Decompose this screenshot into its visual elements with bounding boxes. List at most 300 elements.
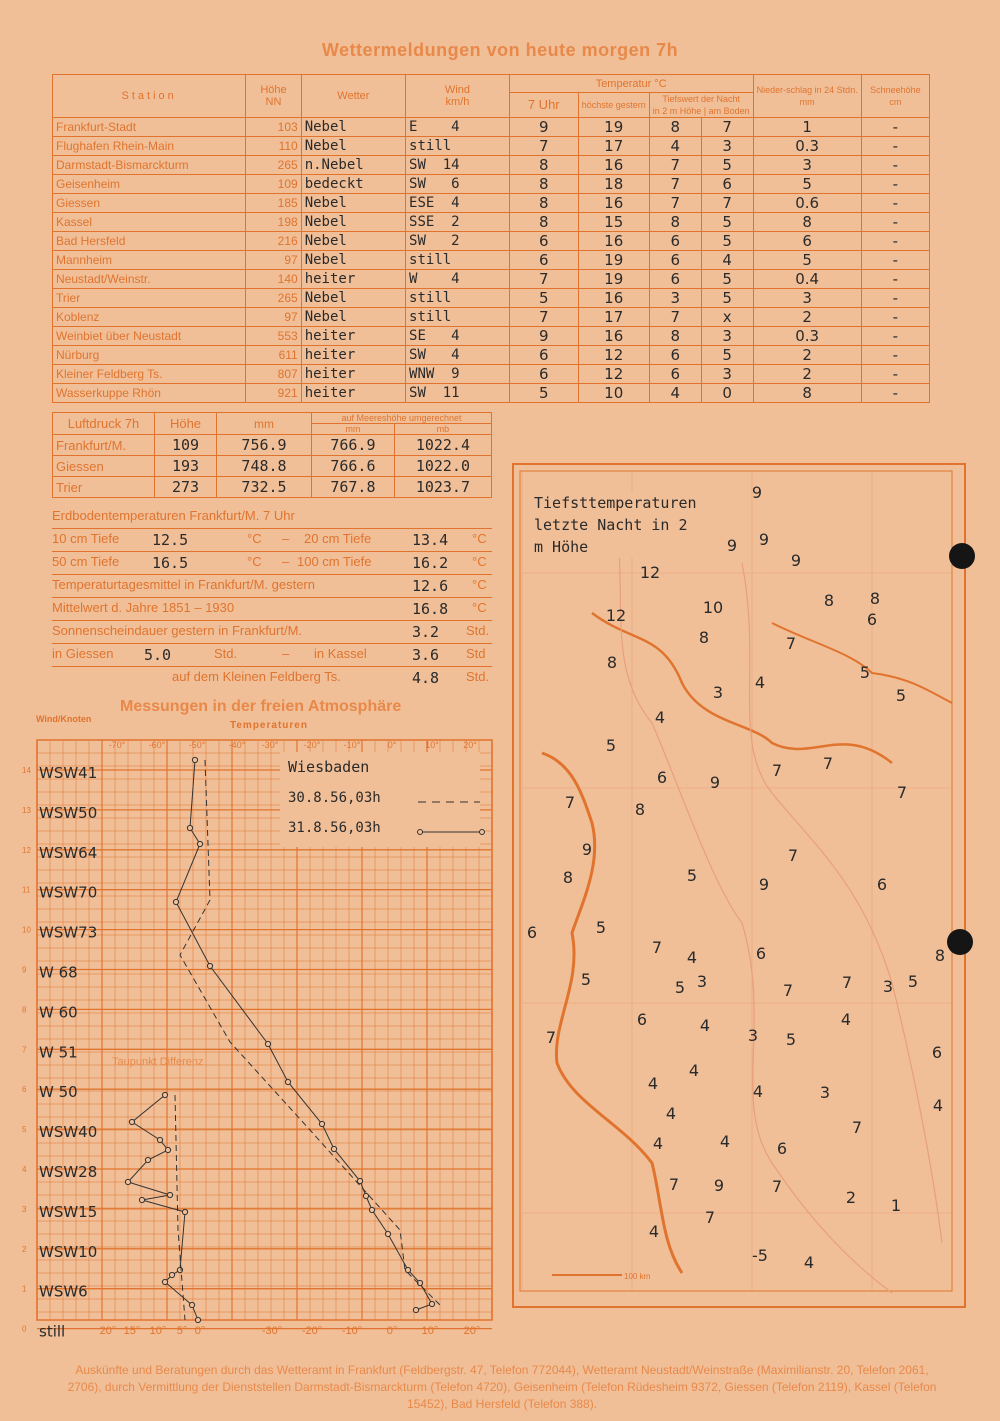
cell-t7: 7 <box>509 270 578 289</box>
soil-d100-value: 16.2 <box>412 554 449 572</box>
wind-label: WSW41 <box>39 764 98 782</box>
dewpoint-point <box>129 1119 134 1124</box>
atmo-title: Messungen in der freien Atmosphäre <box>120 698 402 715</box>
cell-tmin-ground: 6 <box>701 175 753 194</box>
map-temperature-value: 4 <box>719 1132 731 1151</box>
map-temperature-value: 4 <box>840 1010 852 1029</box>
table-row <box>53 384 930 403</box>
map-temperature-value: 8 <box>606 653 618 672</box>
wind-label: W 60 <box>39 1003 78 1022</box>
press-sea-mm: mm <box>312 424 395 435</box>
dewpoint-point <box>162 1279 167 1284</box>
cell-height: 216 <box>246 232 301 251</box>
cell-height: 140 <box>246 270 301 289</box>
cell-weather: heiter <box>301 346 405 365</box>
map-temperature-value: 7 <box>782 981 794 1000</box>
cell-tmin-ground: 5 <box>701 346 753 365</box>
legend-point <box>418 830 423 835</box>
cell-tmin2m: 7 <box>649 175 701 194</box>
map-temperature-value: 4 <box>686 948 698 967</box>
bottom-tick-label: -20° <box>301 1325 323 1337</box>
cell-height: 807 <box>246 365 301 384</box>
map-temperature-value: 4 <box>654 708 666 727</box>
legend-date-solid: 31.8.56,03h <box>288 820 381 836</box>
level-label: 13 <box>22 805 31 815</box>
map-temperature-value: 4 <box>652 1134 664 1153</box>
cell-precip: 5 <box>753 251 861 270</box>
longterm-row <box>52 598 492 621</box>
cell-snow: - <box>861 232 929 251</box>
wind-label: W 50 <box>39 1083 78 1102</box>
cell-precip: 2 <box>753 346 861 365</box>
level-label: 6 <box>22 1085 27 1095</box>
wind-label: WSW70 <box>39 883 98 902</box>
cell-t7: 6 <box>509 251 578 270</box>
table-row <box>53 156 930 175</box>
map-temperature-value: 5 <box>907 972 919 991</box>
top-tick-label: -40° <box>228 740 246 750</box>
map-temperature-value: 4 <box>803 1253 815 1272</box>
wind-label: still <box>39 1322 66 1341</box>
cell-wind: SW 4 <box>406 346 510 365</box>
soil-d50-label: 50 cm Tiefe <box>52 554 120 569</box>
cell-tmin-ground: 3 <box>701 365 753 384</box>
cell-wind: E 4 <box>406 118 510 137</box>
map-temperature-value: 5 <box>605 736 617 755</box>
level-label: 12 <box>22 845 31 855</box>
cell-height: 921 <box>246 384 301 403</box>
map-temperature-value: 9 <box>709 773 721 792</box>
level-label: 8 <box>22 1005 27 1015</box>
soil-unit: °C <box>472 554 487 569</box>
wind-label: W 68 <box>39 963 78 982</box>
cell-tmax: 10 <box>578 384 649 403</box>
cell-t7: 7 <box>509 308 578 327</box>
cell-height: 611 <box>246 346 301 365</box>
cell-tmin2m: 8 <box>649 118 701 137</box>
legend-point <box>480 830 485 835</box>
cell-tmax: 17 <box>578 137 649 156</box>
page-title: Wettermeldungen von heute morgen 7h <box>321 40 679 60</box>
cell-tmin2m: 6 <box>649 365 701 384</box>
cell-weather: bedeckt <box>301 175 405 194</box>
temp-profile-point <box>207 963 212 968</box>
map-temperature-value: 9 <box>758 875 770 894</box>
map-temperature-value: 7 <box>564 793 576 812</box>
temp-profile-point <box>285 1079 290 1084</box>
table-row <box>53 346 930 365</box>
cell-weather: Nebel <box>301 308 405 327</box>
soil-title-row <box>52 506 492 529</box>
cell-wind: W 4 <box>406 270 510 289</box>
wind-label: WSW50 <box>39 803 98 822</box>
bottom-tick-label: -10° <box>341 1325 363 1337</box>
temp-profile-point <box>385 1231 390 1236</box>
press-label: Luftdruck 7h <box>53 413 155 435</box>
cell-wind: SW 6 <box>406 175 510 194</box>
col-t7: 7 Uhr <box>509 93 578 118</box>
map-temperature-value: 7 <box>704 1208 716 1227</box>
wind-label: WSW15 <box>39 1202 98 1221</box>
dewpoint-point <box>125 1179 130 1184</box>
river-line <box>742 563 942 1243</box>
cell-snow: - <box>861 327 929 346</box>
cell-snow: - <box>861 289 929 308</box>
map-temperature-value: 7 <box>668 1175 680 1194</box>
cell-tmin-ground: 5 <box>701 289 753 308</box>
cell-precip: 8 <box>753 213 861 232</box>
cell-weather: Nebel <box>301 213 405 232</box>
map-temperature-value: 3 <box>696 972 708 991</box>
col-tmax: höchste gestern <box>578 93 649 118</box>
sun-dash: – <box>282 646 290 661</box>
dewpoint-point <box>157 1137 162 1142</box>
cell-station: Darmstadt-Bismarckturm <box>53 156 246 175</box>
press-sea-mb: mb <box>394 424 491 435</box>
dewpoint-point <box>182 1209 187 1214</box>
dewpoint-point <box>195 1317 200 1322</box>
bottom-tick-label: 20° <box>99 1325 117 1337</box>
sun-row <box>52 621 492 644</box>
table-row <box>53 194 930 213</box>
cell-t7: 8 <box>509 156 578 175</box>
map-temperature-value: 3 <box>819 1083 831 1102</box>
cell-t7: 8 <box>509 194 578 213</box>
cell-height: 265 <box>246 289 301 308</box>
atmo-wind-label: Wind/Knoten <box>36 714 92 724</box>
map-temperature-value: 8 <box>562 868 574 887</box>
cell-snow: - <box>861 213 929 232</box>
wind-label: WSW73 <box>39 923 98 942</box>
map-frame <box>513 464 965 1307</box>
cell-tmin-ground: 5 <box>701 232 753 251</box>
wind-label: WSW64 <box>39 843 98 862</box>
kassel-unit: Std <box>466 646 486 661</box>
level-label: 11 <box>22 885 31 895</box>
level-label: 2 <box>22 1244 27 1254</box>
cell-precip: 0.4 <box>753 270 861 289</box>
mean-unit: °C <box>472 577 487 592</box>
cell-station: Nürburg <box>53 346 246 365</box>
map-temperature-value: 7 <box>771 761 783 780</box>
cell-tmax: 19 <box>578 270 649 289</box>
map-temperature-value: 4 <box>665 1104 677 1123</box>
table-row <box>53 270 930 289</box>
cell-precip: 2 <box>753 308 861 327</box>
cell-tmax: 19 <box>578 118 649 137</box>
cell-snow: - <box>861 384 929 403</box>
table-row <box>53 456 492 477</box>
map-temperature-value: 7 <box>896 783 908 802</box>
map-temperature-value: 7 <box>851 1118 863 1137</box>
map-temperature-value: 7 <box>841 973 853 992</box>
cell-height: 185 <box>246 194 301 213</box>
sun-unit: Std. <box>466 623 490 638</box>
temp-profile-point <box>331 1146 336 1151</box>
cell-tmax: 19 <box>578 251 649 270</box>
cell-wind: SSE 2 <box>406 213 510 232</box>
top-tick-label: -30° <box>261 740 279 750</box>
cell-tmin2m: 6 <box>649 251 701 270</box>
cell-height: 273 <box>155 477 217 498</box>
table-row <box>53 118 930 137</box>
bottom-tick-label: 20° <box>463 1325 481 1337</box>
soil-unit: °C <box>247 554 262 569</box>
mean-label: Temperaturtagesmittel in Frankfurt/M. gestern <box>52 577 315 592</box>
cell-tmin2m: 6 <box>649 270 701 289</box>
soil-dash: – <box>282 531 290 546</box>
sun-value: 3.2 <box>412 623 440 641</box>
soil-row-2 <box>52 552 492 575</box>
top-tick-label: -10° <box>343 740 361 750</box>
cell-height: 109 <box>155 435 217 456</box>
level-label: 0 <box>22 1324 27 1334</box>
cell-station: Mannheim <box>53 251 246 270</box>
cell-snow: - <box>861 156 929 175</box>
cell-precip: 8 <box>753 384 861 403</box>
cell-tmin-ground: 5 <box>701 156 753 175</box>
cell-precip: 1 <box>753 118 861 137</box>
cell-tmin-ground: x <box>701 308 753 327</box>
map-temperature-value: 7 <box>545 1028 557 1047</box>
soil-d10-value: 12.5 <box>152 531 189 549</box>
cell-tmin2m: 3 <box>649 289 701 308</box>
cell-tmax: 17 <box>578 308 649 327</box>
cell-t7: 7 <box>509 137 578 156</box>
col-wind: Wind km/h <box>406 75 510 118</box>
map-temperature-value: 5 <box>674 978 686 997</box>
bottom-tick-label: 10° <box>421 1325 439 1337</box>
table-row <box>53 365 930 384</box>
feldberg-label: auf dem Kleinen Feldberg Ts. <box>172 669 341 684</box>
cell-weather: Nebel <box>301 251 405 270</box>
temp-profile-point <box>429 1301 434 1306</box>
temp-profile-point <box>197 841 202 846</box>
cell-mm: 748.8 <box>217 456 312 477</box>
map-temperature-value: 6 <box>755 944 767 963</box>
cell-snow: - <box>861 175 929 194</box>
bottom-tick-label: 5° <box>176 1325 188 1337</box>
dewpoint-point <box>169 1272 174 1277</box>
cell-tmax: 16 <box>578 232 649 251</box>
dew-label: Taupunkt Differenz <box>112 1056 204 1068</box>
map-title: Tiefsttemperaturen letzte Nacht in 2 m Höhe <box>534 494 697 556</box>
cell-snow: - <box>861 118 929 137</box>
map-temperature-value: 2 <box>845 1188 857 1207</box>
cell-snow: - <box>861 194 929 213</box>
table-row <box>53 289 930 308</box>
cell-height: 198 <box>246 213 301 232</box>
cell-tmax: 12 <box>578 365 649 384</box>
dewpoint-point <box>177 1267 182 1272</box>
map-temperature-value: 4 <box>648 1222 660 1241</box>
cell-height: 97 <box>246 308 301 327</box>
cell-height: 103 <box>246 118 301 137</box>
cell-tmin-ground: 5 <box>701 270 753 289</box>
cell-station: Frankfurt/M. <box>53 435 155 456</box>
longterm-unit: °C <box>472 600 487 615</box>
cell-tmax: 16 <box>578 156 649 175</box>
temp-profile-point <box>319 1121 324 1126</box>
cell-height: 265 <box>246 156 301 175</box>
cell-snow: - <box>861 137 929 156</box>
cell-wind: still <box>406 289 510 308</box>
map-temperature-value: 10 <box>702 598 724 617</box>
bottom-tick-label: 15° <box>123 1325 141 1337</box>
col-tmin: Tiefswert der Nacht in 2 m Höhe | am Boden <box>649 93 753 118</box>
map-temperature-value: 12 <box>639 563 661 582</box>
cell-weather: Nebel <box>301 137 405 156</box>
cell-precip: 3 <box>753 156 861 175</box>
map-temperature-value: 7 <box>651 938 663 957</box>
cell-tmin2m: 7 <box>649 308 701 327</box>
level-label: 14 <box>22 766 31 775</box>
temp-profile-point <box>405 1267 410 1272</box>
bottom-tick-label: 10° <box>149 1325 167 1337</box>
press-height: Höhe <box>155 413 217 435</box>
map-temperature-value: 7 <box>771 1177 783 1196</box>
wind-label: WSW10 <box>39 1242 98 1261</box>
cell-mm: 732.5 <box>217 477 312 498</box>
map-temperature-value: 5 <box>785 1030 797 1049</box>
soil-unit: °C <box>472 531 487 546</box>
cell-tmin-ground: 7 <box>701 194 753 213</box>
cell-station: Weinbiet über Neustadt <box>53 327 246 346</box>
map-temperature-value: 8 <box>634 800 646 819</box>
atmo-temp-label: Temperaturen <box>230 720 308 731</box>
cell-height: 97 <box>246 251 301 270</box>
press-mm: mm <box>217 413 312 435</box>
cell-t7: 6 <box>509 365 578 384</box>
cell-weather: heiter <box>301 270 405 289</box>
col-precip: Nieder-schlag in 24 Stdn. mm <box>753 75 861 118</box>
footer-text: Auskünfte und Beratungen durch das Wetteramt in Frankfurt (Feldbergstr. 47, Telefon 772044), Wetteramt Neustadt/Weinstraße (Maximilianstr. 20, Telefon 2061, 2706), durch Vermittlung der Dienststellen Darmstadt-Bismarckturm (Telefon 4720), Geisenheim (Telefon Rüdesheim 9372, Giessen (Telefon 2119), Kassel (Telefon 15452), Bad Hersfeld (Telefon 388). <box>67 1363 937 1411</box>
cell-weather: Nebel <box>301 194 405 213</box>
level-label: 7 <box>22 1045 27 1055</box>
map-temperature-value: 8 <box>934 946 946 965</box>
map-temperature-value: 4 <box>699 1016 711 1035</box>
cell-tmin2m: 8 <box>649 213 701 232</box>
map-temperature-value: 7 <box>822 754 834 773</box>
cell-station: Geisenheim <box>53 175 246 194</box>
giessen-unit: Std. <box>214 646 238 661</box>
cell-tmin2m: 4 <box>649 384 701 403</box>
map-temperature-value: 12 <box>605 606 627 625</box>
top-tick-label: -20° <box>303 740 321 750</box>
cell-tmin-ground: 5 <box>701 213 753 232</box>
map-temperature-value: 5 <box>595 918 607 937</box>
temp-profile-point <box>413 1307 418 1312</box>
map-temperature-value: 8 <box>823 591 835 610</box>
level-label: 5 <box>22 1125 27 1135</box>
cell-t7: 8 <box>509 175 578 194</box>
cell-weather: heiter <box>301 384 405 403</box>
top-tick-label: 20° <box>463 740 477 750</box>
temperature-map <box>512 463 967 1308</box>
table-row <box>53 251 930 270</box>
legend-station: Wiesbaden <box>288 758 370 776</box>
cell-tmax: 16 <box>578 327 649 346</box>
mean-value: 12.6 <box>412 577 449 595</box>
cell-tmax: 16 <box>578 194 649 213</box>
cell-tmax: 18 <box>578 175 649 194</box>
col-temperature: Temperatur °C <box>509 75 753 93</box>
table-row <box>53 327 930 346</box>
map-temperature-value: 5 <box>859 663 871 682</box>
cell-snow: - <box>861 270 929 289</box>
punch-hole <box>947 929 973 955</box>
soil-d10-label: 10 cm Tiefe <box>52 531 120 546</box>
cell-mm: 756.9 <box>217 435 312 456</box>
map-temperature-value: -5 <box>752 1246 768 1265</box>
table-row <box>53 477 492 498</box>
cell-height: 109 <box>246 175 301 194</box>
map-temperature-value: 9 <box>726 536 738 555</box>
soil-d50-value: 16.5 <box>152 554 189 572</box>
cell-precip: 0.6 <box>753 194 861 213</box>
cell-station: Koblenz <box>53 308 246 327</box>
cell-tmin-ground: 3 <box>701 327 753 346</box>
cell-station: Kassel <box>53 213 246 232</box>
dewpoint-point <box>165 1147 170 1152</box>
map-temperature-value: 5 <box>686 866 698 885</box>
map-temperature-value: 3 <box>712 683 724 702</box>
longterm-value: 16.8 <box>412 600 449 618</box>
map-temperature-value: 9 <box>713 1176 725 1195</box>
cell-station: Trier <box>53 289 246 308</box>
cell-tmin2m: 7 <box>649 194 701 213</box>
cell-station: Bad Hersfeld <box>53 232 246 251</box>
cell-precip: 2 <box>753 365 861 384</box>
top-tick-label: 10° <box>425 740 439 750</box>
top-tick-label: 0° <box>387 740 397 750</box>
level-label: 1 <box>22 1284 27 1294</box>
cell-wind: SE 4 <box>406 327 510 346</box>
cell-sea-mm: 767.8 <box>312 477 395 498</box>
cell-snow: - <box>861 346 929 365</box>
border-line <box>592 613 892 763</box>
border-line <box>542 753 682 1273</box>
map-temperature-value: 6 <box>776 1139 788 1158</box>
soil-dash: – <box>282 554 290 569</box>
temp-profile-point <box>187 825 192 830</box>
level-label: 9 <box>22 965 27 975</box>
cell-wind: WNW 9 <box>406 365 510 384</box>
map-temperature-value: 6 <box>526 923 538 942</box>
map-temperature-value: 6 <box>931 1043 943 1062</box>
table-row <box>53 137 930 156</box>
press-sea: auf Meereshöhe umgerechnet <box>312 413 492 424</box>
table-row <box>53 308 930 327</box>
map-temperature-value: 7 <box>787 846 799 865</box>
cell-tmin2m: 7 <box>649 156 701 175</box>
soil-title: Erdbodentemperaturen Frankfurt/M. 7 Uhr <box>52 508 295 523</box>
soil-d20-label: 20 cm Tiefe <box>304 531 372 546</box>
soil-d20-value: 13.4 <box>412 531 449 549</box>
cell-tmin2m: 6 <box>649 346 701 365</box>
map-temperature-value: 3 <box>882 977 894 996</box>
cell-snow: - <box>861 251 929 270</box>
wind-label: WSW40 <box>39 1123 98 1142</box>
dewpoint-point <box>167 1192 172 1197</box>
cell-tmax: 16 <box>578 289 649 308</box>
giessen-label: in Giessen <box>52 646 114 661</box>
sun-label: Sonnenscheindauer gestern in Frankfurt/M. <box>52 623 303 638</box>
map-temperature-value: 7 <box>785 634 797 653</box>
punch-hole <box>949 543 975 569</box>
wind-label: WSW28 <box>39 1163 98 1181</box>
map-temperature-value: 9 <box>790 551 802 570</box>
